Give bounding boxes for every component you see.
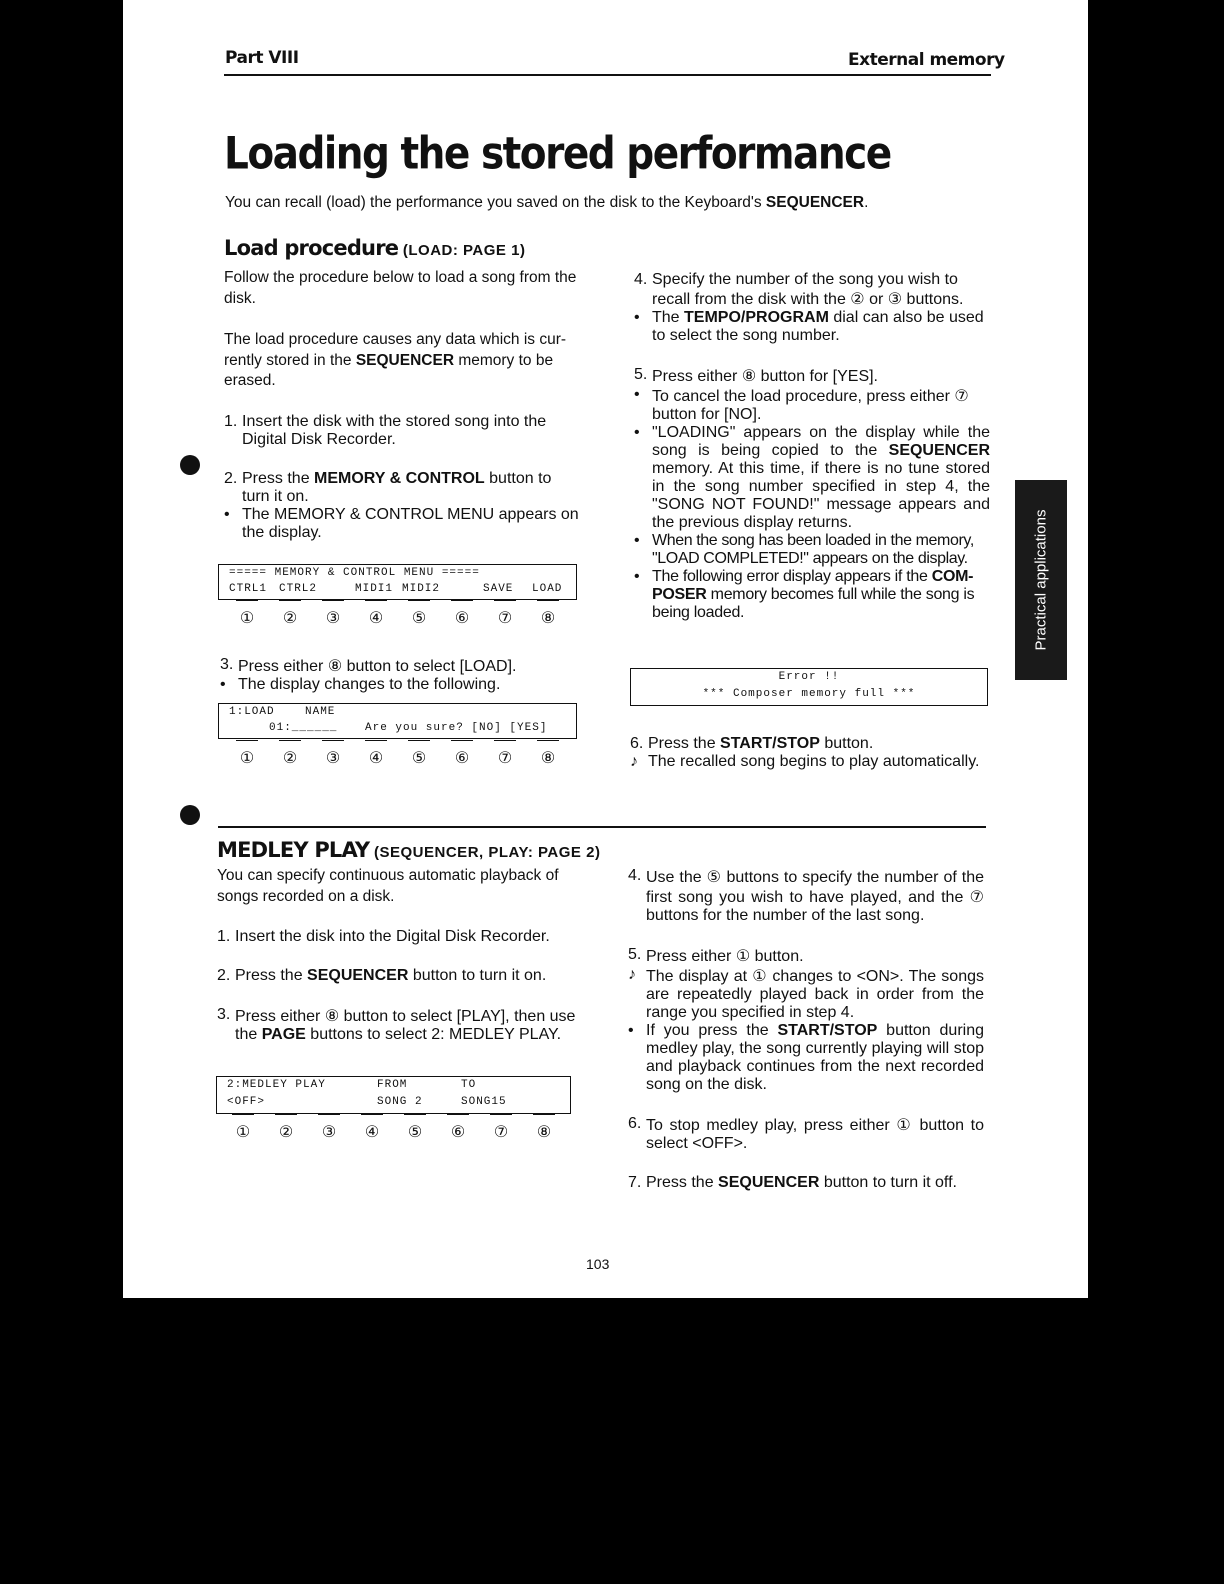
lcd-error [630,668,988,706]
button-3-marker: ③ [318,748,348,768]
lcd-row-2a: 01:______ [269,722,338,734]
load-left-column [224,268,579,542]
load-step-2: 2. Press the MEMORY & CONTROL button to turn it on. [224,469,552,505]
lcd-row-1: ===== MEMORY & CONTROL MENU ===== [229,567,480,579]
medley-step-3: 3. Press either ⑧ button to select [PLAY], then use the PAGE buttons to select 2: MEDLEY PLAY. [217,1006,576,1044]
load-warning: The load procedure causes any data which is cur-rently stored in the SEQUENCER memory to be erased. [224,331,567,390]
load-right-column [634,271,990,622]
page-title: Loading the stored performance [224,128,891,180]
binder-hole [180,805,200,825]
lcd-song-from: SONG 2 [377,1096,423,1108]
button-1-marker: ① [232,608,262,628]
button-8-marker: ⑧ [533,608,563,628]
button-4-marker: ④ [357,1122,387,1142]
lcd-save: SAVE [483,583,514,595]
section-tab-label: Practical applications [1032,509,1050,651]
button-7-marker: ⑦ [486,1122,516,1142]
lcd-error-row-1: Error !! [778,671,840,683]
button-8-marker: ⑧ [529,1122,559,1142]
binder-hole [180,455,200,475]
medley-step-2: 2. Press the SEQUENCER button to turn it on. [217,967,547,985]
load-step-6-note: ♪ The recalled song begins to play automatically. [630,753,980,770]
medley-step-5-bullet: • If you press the START/STOP button during medley play, the song currently playing will stop and playback continues from the next recorded song on the disk. [628,1022,984,1093]
load-step-3: 3. Press either ⑧ button to select [LOAD]. [220,656,517,675]
button-4-marker: ④ [361,608,391,628]
button-1-marker: ① [232,748,262,768]
load-step-5-bullet-3: • When the song has been loaded in the memory, "LOAD COMPLETED!" appears on the display. [634,532,974,567]
lcd-error-row-2: *** Composer memory full *** [702,688,916,700]
header-section: External memory [848,50,1005,70]
load-step-4: 4. Specify the number of the song you wish to recall from the disk with the ② or ③ buttons. [634,271,964,308]
section-divider [218,826,986,828]
lcd-song-to: SONG15 [461,1096,507,1108]
section-tab [1015,480,1067,680]
medley-step-4: 4. Use the ⑤ buttons to specify the number of the first song you wish to have played, and the ⑦ buttons for the number of the last song. [628,867,984,924]
intro-text: You can recall (load) the performance you saved on the disk to the Keyboard's SEQUENCER. [225,194,869,211]
load-heading: Load procedure (LOAD: PAGE 1) [224,236,526,260]
button-2-marker: ② [271,1122,301,1142]
button-2-marker: ② [275,748,305,768]
button-1-marker: ① [228,1122,258,1142]
load-step-3-block [220,656,575,694]
lcd-midi1: MIDI1 [355,583,394,595]
load-step-1: 1. Insert the disk with the stored song into the Digital Disk Recorder. [224,412,547,448]
load-step-5: 5. Press either ⑧ button for [YES]. [634,366,878,385]
page-number: 103 [586,1256,610,1272]
header-part: Part VIII [225,48,299,68]
button-6-marker: ⑥ [447,608,477,628]
button-6-marker: ⑥ [447,748,477,768]
lcd-ctrl1: CTRL1 [229,583,268,595]
load-step-6-block [630,735,990,771]
load-step-5-bullet-2: • "LOADING" appears on the display while the song is being copied to the SEQUENCER memory. At this time, if there is no tune stored in the song number specified in step 4, the "SONG NOT FOUND!" message appears and the previous display returns. [634,424,990,531]
lcd-ctrl2: CTRL2 [279,583,318,595]
lcd-medley-play [216,1076,571,1114]
medley-intro: You can specify continuous automatic playback of songs recorded on a disk. [217,867,559,905]
note-icon: ♪ [628,966,636,983]
lcd-from: FROM [377,1079,408,1091]
load-step-4-bullet: • The TEMPO/PROGRAM dial can also be used to select the song number. [634,309,984,344]
medley-step-7: 7. Press the SEQUENCER button to turn it off. [628,1174,957,1191]
header-rule [224,74,991,76]
lcd-row-1b: NAME [305,706,336,718]
medley-step-6: 6. To stop medley play, press either ① button to select <OFF>. [628,1115,984,1152]
load-step-3-bullet: • The display changes to the following. [220,676,501,693]
button-5-marker: ⑤ [404,748,434,768]
load-step-5-bullet-1: • To cancel the load procedure, press either ⑦ button for [NO]. [634,386,969,423]
button-4-marker: ④ [361,748,391,768]
lcd-midi2: MIDI2 [402,583,441,595]
medley-step-1: 1. Insert the disk into the Digital Disk Recorder. [217,928,550,946]
medley-left-column [217,866,577,1044]
lcd-to: TO [461,1079,477,1091]
button-5-marker: ⑤ [400,1122,430,1142]
page-margin [1067,0,1088,1298]
lcd-load: LOAD [532,583,563,595]
lcd-off: <OFF> [227,1096,266,1108]
button-8-marker: ⑧ [533,748,563,768]
lcd-row-2b: Are you sure? [NO] [YES] [365,722,548,734]
load-intro: Follow the procedure below to load a song from the disk. [224,269,577,307]
medley-heading: MEDLEY PLAY (SEQUENCER, PLAY: PAGE 2) [217,838,601,862]
button-3-marker: ③ [314,1122,344,1142]
button-2-marker: ② [275,608,305,628]
button-7-marker: ⑦ [490,608,520,628]
medley-step-5: 5. Press either ① button. [628,946,804,965]
load-step-2-bullet: • The MEMORY & CONTROL MENU appears on the display. [224,505,579,541]
lcd-row-1a: 1:LOAD [229,706,275,718]
note-icon: ♪ [630,753,638,770]
lcd-memory-control-menu [218,564,577,600]
button-6-marker: ⑥ [443,1122,473,1142]
load-step-6: 6. Press the START/STOP button. [630,735,874,752]
load-step-5-bullet-4: • The following error display appears if the COM-POSER memory becomes full while the song is being loaded. [634,568,975,621]
medley-step-5-note: ♪ The display at ① changes to <ON>. The songs are repeatedly played back in order from the range you specified in step 4. [628,966,984,1021]
lcd-load-name [218,703,577,739]
button-5-marker: ⑤ [404,608,434,628]
button-3-marker: ③ [318,608,348,628]
button-7-marker: ⑦ [490,748,520,768]
medley-right-column [628,867,984,1192]
lcd-medley-title: 2:MEDLEY PLAY [227,1079,326,1091]
